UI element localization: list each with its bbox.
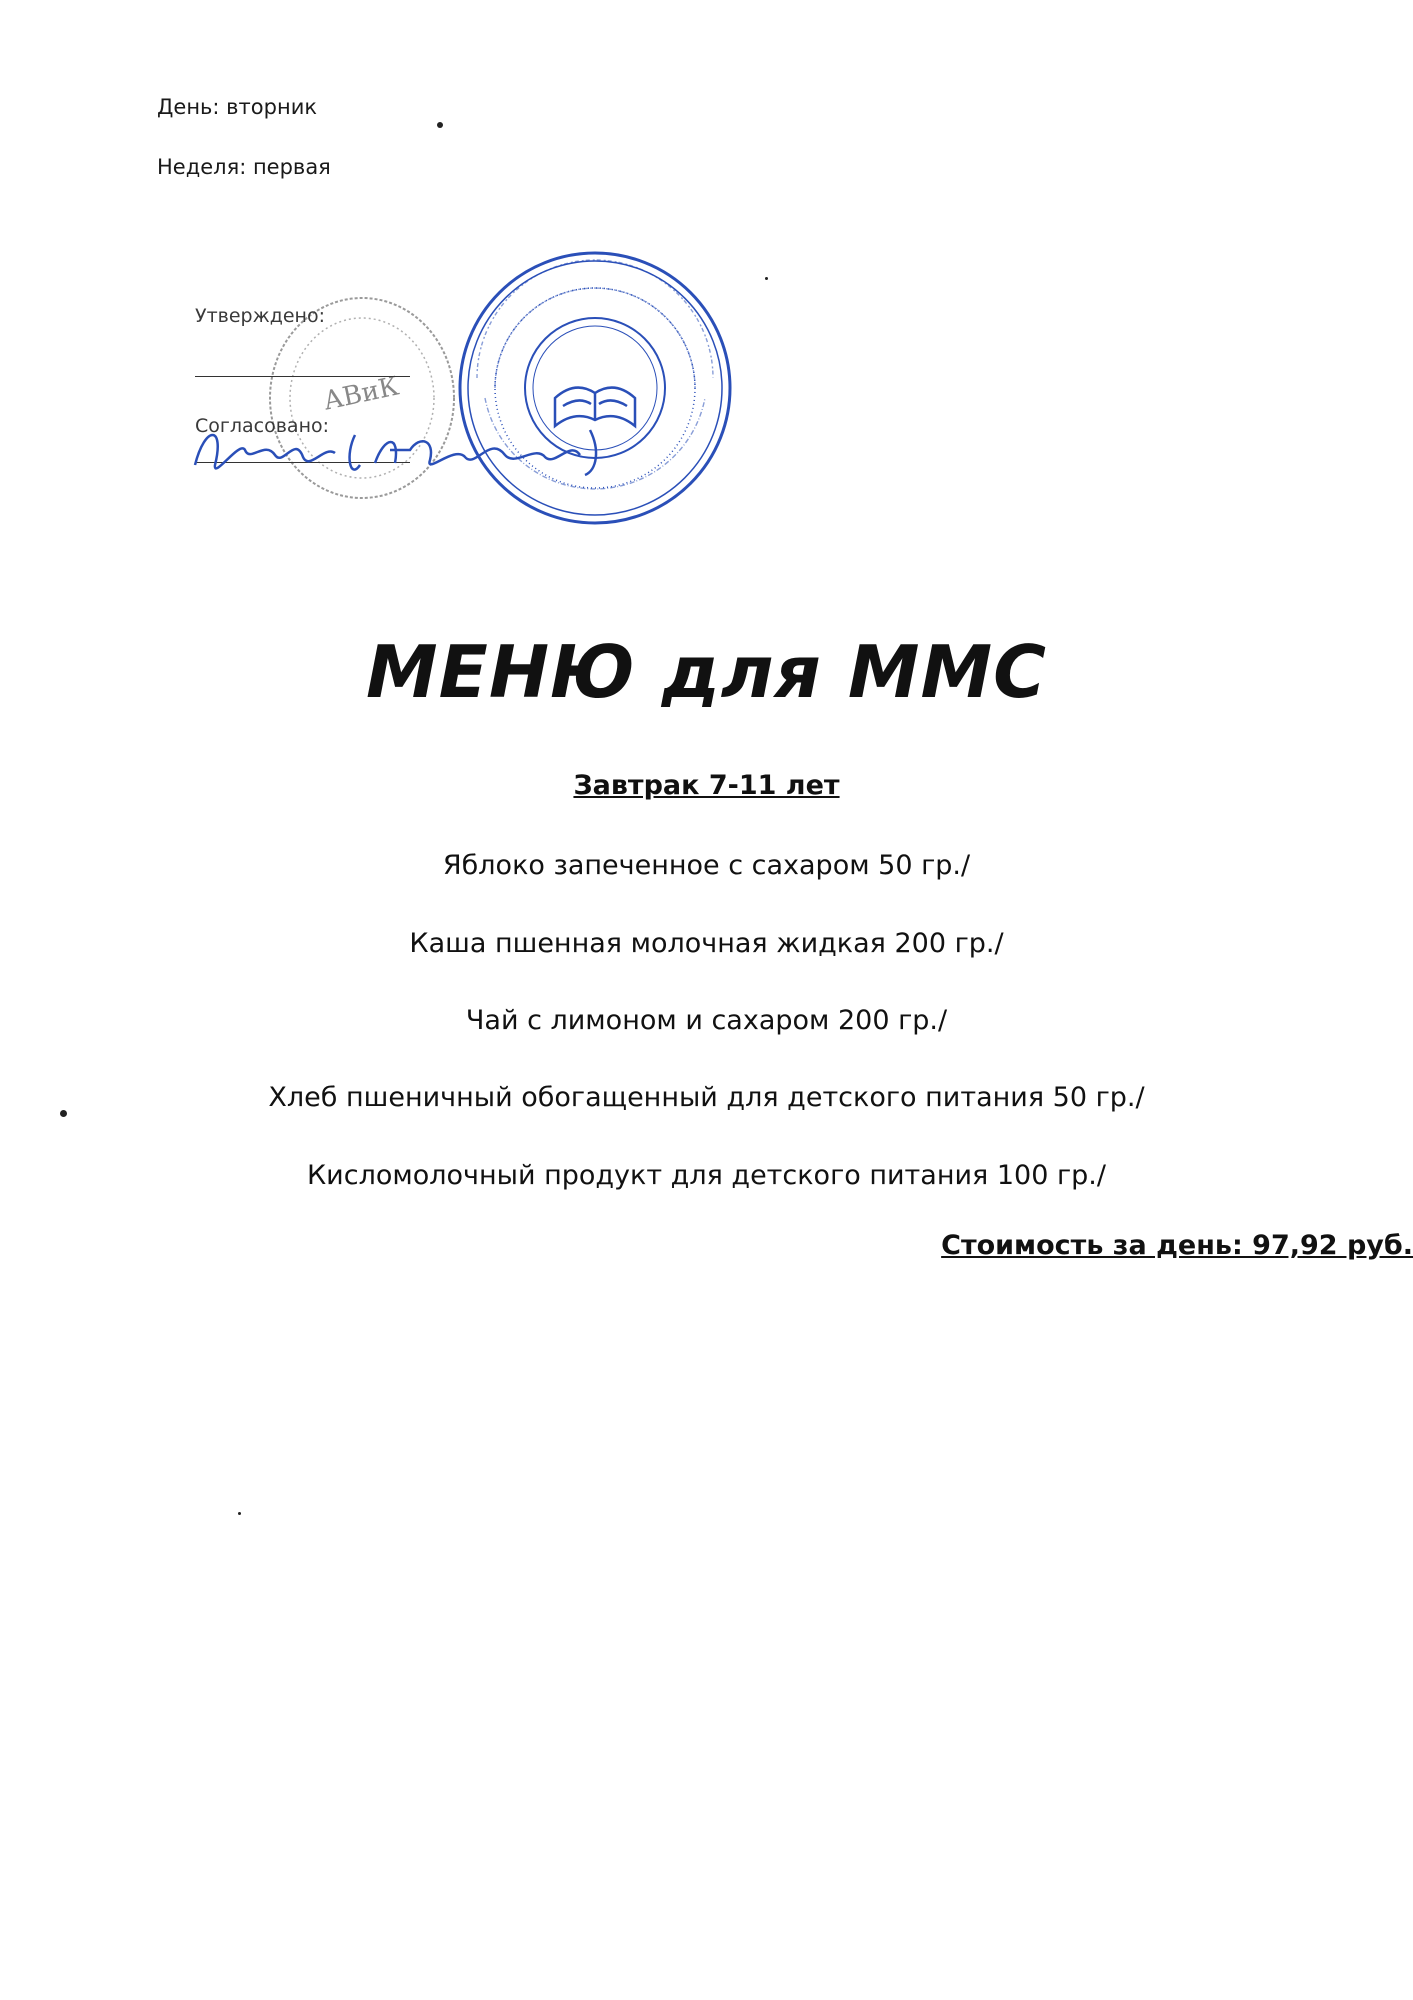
- approved-label: Утверждено:: [195, 305, 325, 327]
- menu-item: Хлеб пшеничный обогащенный для детского питания 50 гр./: [268, 1082, 1145, 1113]
- scan-speck: [238, 1512, 241, 1515]
- svg-text:АВиК: АВиК: [320, 371, 402, 417]
- handwritten-signature: [185, 405, 625, 495]
- agreed-label: Согласовано:: [195, 415, 330, 437]
- menu-item: Чай с лимоном и сахаром 200 гр./: [465, 1005, 948, 1036]
- meal-heading: Завтрак 7-11 лет: [573, 770, 840, 801]
- signature-line: [195, 376, 410, 377]
- page-title: МЕНЮ для ММС: [366, 630, 1047, 714]
- daily-cost: Стоимость за день: 97,92 руб.: [941, 1230, 1413, 1261]
- week-label: Неделя: первая: [157, 155, 331, 179]
- day-label: День: вторник: [157, 95, 318, 119]
- menu-item: Каша пшенная молочная жидкая 200 гр./: [409, 928, 1004, 959]
- scan-speck: [60, 1110, 67, 1117]
- scan-speck: [437, 122, 443, 128]
- scan-speck: [765, 277, 768, 280]
- menu-item: Яблоко запеченное с сахаром 50 гр./: [442, 850, 971, 881]
- menu-item: Кисломолочный продукт для детского питания 100 гр./: [307, 1160, 1106, 1191]
